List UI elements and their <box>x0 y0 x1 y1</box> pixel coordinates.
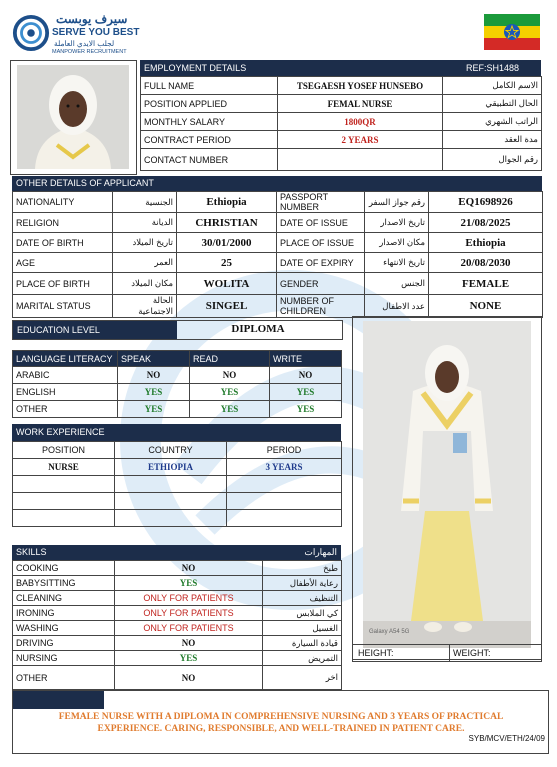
work-table <box>12 441 342 527</box>
skill-value: NO <box>115 666 263 690</box>
details-row <box>13 233 543 253</box>
brand-name: SERVE YOU BEST <box>52 27 140 38</box>
skill-label-arabic: الغسيل <box>263 621 342 636</box>
skill-row <box>13 621 342 636</box>
row-label: POSITION APPLIED <box>141 95 278 113</box>
full-name-value: TSEGAESH YOSEF HUNSEBO <box>278 77 443 95</box>
work-row <box>13 510 342 527</box>
full-body-photo <box>363 321 531 648</box>
label-arabic: الجنس <box>365 273 429 295</box>
row-label: CONTACT NUMBER <box>141 149 278 171</box>
skill-value: ONLY FOR PATIENTS <box>115 621 263 636</box>
skills-title: SKILLS <box>16 547 47 557</box>
language-name: ENGLISH <box>13 384 118 401</box>
children-value: NONE <box>429 295 543 318</box>
label: DATE OF ISSUE <box>277 213 365 233</box>
speak-value: YES <box>118 401 190 418</box>
passport-photo-frame <box>10 60 137 175</box>
religion-value: CHRISTIAN <box>177 213 277 233</box>
header-cell: PERIOD <box>227 442 342 459</box>
label-arabic: مكان الميلاد <box>113 273 177 295</box>
full-body-photo-frame <box>352 316 542 660</box>
expiry-date-value: 20/08/2030 <box>429 253 543 273</box>
language-name: OTHER <box>13 401 118 418</box>
read-value: YES <box>190 384 270 401</box>
country-cell <box>115 476 227 493</box>
details-row <box>13 253 543 273</box>
passport-value: EQ1698926 <box>429 192 543 213</box>
row-label-arabic: الراتب الشهري <box>443 113 542 131</box>
period-cell: 3 YEARS <box>227 459 342 476</box>
education-value: DIPLOMA <box>231 323 285 335</box>
summary-header <box>13 691 104 709</box>
skill-label: DRIVING <box>13 636 115 651</box>
label: NATIONALITY <box>13 192 113 213</box>
employment-header <box>140 60 541 76</box>
skill-label-arabic: كي الملابس <box>263 606 342 621</box>
divider <box>449 645 450 661</box>
skills <box>12 545 341 690</box>
row-label: MONTHLY SALARY <box>141 113 278 131</box>
skill-label: IRONING <box>13 606 115 621</box>
label-arabic: العمر <box>113 253 177 273</box>
applicant-portrait-icon <box>17 65 129 169</box>
contact-value <box>278 149 443 171</box>
language-row <box>13 367 342 384</box>
skill-row <box>13 606 342 621</box>
company-logo <box>12 12 142 56</box>
label: PASSPORT NUMBER <box>277 192 365 213</box>
birth-place-value: WOLITA <box>177 273 277 295</box>
speak-value: NO <box>118 367 190 384</box>
country-cell <box>115 510 227 527</box>
position-cell: NURSE <box>13 459 115 476</box>
skills-table <box>12 560 342 690</box>
language-header-row <box>13 351 342 367</box>
language-row <box>13 384 342 401</box>
work-header <box>12 424 341 441</box>
passport-photo <box>17 65 129 169</box>
row-label: CONTRACT PERIOD <box>141 131 278 149</box>
skill-value: ONLY FOR PATIENTS <box>115 591 263 606</box>
work-experience <box>12 424 341 527</box>
row-label-arabic: الحال التطبيقي <box>443 95 542 113</box>
logo-icon <box>12 14 50 52</box>
weight-label: WEIGHT: <box>453 648 491 658</box>
skill-label: CLEANING <box>13 591 115 606</box>
work-header-row <box>13 442 342 459</box>
education-label: EDUCATION LEVEL <box>13 321 177 339</box>
label-arabic: مكان الاصدار <box>365 233 429 253</box>
period-cell <box>227 476 342 493</box>
write-value: YES <box>270 384 342 401</box>
label: RELIGION <box>13 213 113 233</box>
position-cell <box>13 510 115 527</box>
issue-place-value: Ethiopia <box>429 233 543 253</box>
skills-title-arabic: المهارات <box>304 547 337 557</box>
skill-label: COOKING <box>13 561 115 576</box>
details-row <box>13 273 543 295</box>
skill-label-arabic: رعاية الأطفال <box>263 576 342 591</box>
skill-label-arabic: التنظيف <box>263 591 342 606</box>
label-arabic: الجنسية <box>113 192 177 213</box>
skill-value: ONLY FOR PATIENTS <box>115 606 263 621</box>
label: MARITAL STATUS <box>13 295 113 318</box>
header-cell: WRITE <box>270 351 342 367</box>
skill-value: NO <box>115 561 263 576</box>
applicant-full-body-icon <box>363 321 531 648</box>
employment-details <box>140 60 541 171</box>
brand-sub: MANPOWER RECRUITMENT <box>52 49 127 55</box>
skill-label: WASHING <box>13 621 115 636</box>
write-value: YES <box>270 401 342 418</box>
work-title: WORK EXPERIENCE <box>16 427 105 437</box>
header-cell: LANGUAGE LITERACY <box>13 351 118 367</box>
row-label: FULL NAME <box>141 77 278 95</box>
header-cell: READ <box>190 351 270 367</box>
work-row <box>13 493 342 510</box>
details-row <box>13 192 543 213</box>
salary-value: 1800QR <box>278 113 443 131</box>
country-cell <box>115 493 227 510</box>
work-row <box>13 459 342 476</box>
employment-row <box>141 113 542 131</box>
skill-row <box>13 651 342 666</box>
footer-code: SYB/MCV/ETH/24/09 <box>468 734 545 743</box>
contract-value: 2 YEARS <box>278 131 443 149</box>
header-cell: POSITION <box>13 442 115 459</box>
row-label-arabic: الاسم الكامل <box>443 77 542 95</box>
label-arabic: عدد الاطفال <box>365 295 429 318</box>
skill-label-arabic: التمريض <box>263 651 342 666</box>
photo-caption: Galaxy A54 5G <box>369 629 410 635</box>
label: AGE <box>13 253 113 273</box>
header-cell: COUNTRY <box>115 442 227 459</box>
birth-date-value: 30/01/2000 <box>177 233 277 253</box>
details-row <box>13 213 543 233</box>
applicant-details <box>12 176 542 318</box>
label: DATE OF BIRTH <box>13 233 113 253</box>
details-header <box>12 176 542 191</box>
skill-label: BABYSITTING <box>13 576 115 591</box>
speak-value: YES <box>118 384 190 401</box>
skill-label-arabic: قيادة السيارة <box>263 636 342 651</box>
employment-title: EMPLOYMENT DETAILS <box>144 63 247 73</box>
country-cell: ETHIOPIA <box>115 459 227 476</box>
skill-row <box>13 636 342 651</box>
employment-row <box>141 131 542 149</box>
language-table <box>12 350 342 418</box>
label: GENDER <box>277 273 365 295</box>
language-row <box>13 401 342 418</box>
label: NUMBER OF CHILDREN <box>277 295 365 318</box>
skill-label-arabic: طبخ <box>263 561 342 576</box>
read-value: YES <box>190 401 270 418</box>
label: PLACE OF ISSUE <box>277 233 365 253</box>
label: PLACE OF BIRTH <box>13 273 113 295</box>
age-value: 25 <box>177 253 277 273</box>
label-arabic: رقم جواز السفر <box>365 192 429 213</box>
employment-row <box>141 95 542 113</box>
write-value: NO <box>270 367 342 384</box>
employment-table <box>140 76 542 171</box>
issue-date-value: 21/08/2025 <box>429 213 543 233</box>
label: DATE OF EXPIRY <box>277 253 365 273</box>
skills-header <box>12 545 341 560</box>
gender-value: FEMALE <box>429 273 543 295</box>
height-weight <box>352 644 542 662</box>
education-level <box>12 320 343 340</box>
summary-box <box>12 690 549 754</box>
row-label-arabic: رقم الجوال <box>443 149 542 171</box>
skill-value: YES <box>115 651 263 666</box>
skill-label-arabic: اخر <box>263 666 342 690</box>
row-label-arabic: مدة العقد <box>443 131 542 149</box>
label-arabic: تاريخ الميلاد <box>113 233 177 253</box>
skill-value: NO <box>115 636 263 651</box>
period-cell <box>227 510 342 527</box>
employment-row <box>141 77 542 95</box>
marital-value: SINGEL <box>177 295 277 318</box>
position-value: FEMAL NURSE <box>278 95 443 113</box>
skill-row <box>13 666 342 690</box>
nationality-value: Ethiopia <box>177 192 277 213</box>
brand-sub-arabic: لجلب الايدي العاملة <box>54 39 115 48</box>
label-arabic: تاريخ الاصدار <box>365 213 429 233</box>
position-cell <box>13 476 115 493</box>
skill-row <box>13 576 342 591</box>
details-row <box>13 295 543 318</box>
skill-label: OTHER <box>13 666 115 690</box>
reference-number: REF:SH1488 <box>465 63 519 73</box>
skill-label: NURSING <box>13 651 115 666</box>
skill-value: YES <box>115 576 263 591</box>
label-arabic: الديانة <box>113 213 177 233</box>
label-arabic: الحالة الاجتماعية <box>113 295 177 318</box>
language-name: ARABIC <box>13 367 118 384</box>
ethiopia-flag-icon <box>484 14 540 50</box>
period-cell <box>227 493 342 510</box>
work-row <box>13 476 342 493</box>
details-title: OTHER DETAILS OF APPLICANT <box>16 178 154 188</box>
skill-row <box>13 561 342 576</box>
height-label: HEIGHT: <box>358 648 394 658</box>
summary-text: FEMALE NURSE WITH A DIPLOMA IN COMPREHENSIVE NURSING AND 3 YEARS OF PRACTICAL EXPERIENCE. CARING, RESPONSIBLE, AND WELL-TRAINED IN PATIENT CARE. <box>58 712 504 734</box>
read-value: NO <box>190 367 270 384</box>
employment-row <box>141 149 542 171</box>
header-cell: SPEAK <box>118 351 190 367</box>
skill-row <box>13 591 342 606</box>
brand-arabic: سيرف يوبست <box>56 12 128 26</box>
details-table <box>12 191 543 318</box>
label-arabic: تاريخ الانتهاء <box>365 253 429 273</box>
position-cell <box>13 493 115 510</box>
